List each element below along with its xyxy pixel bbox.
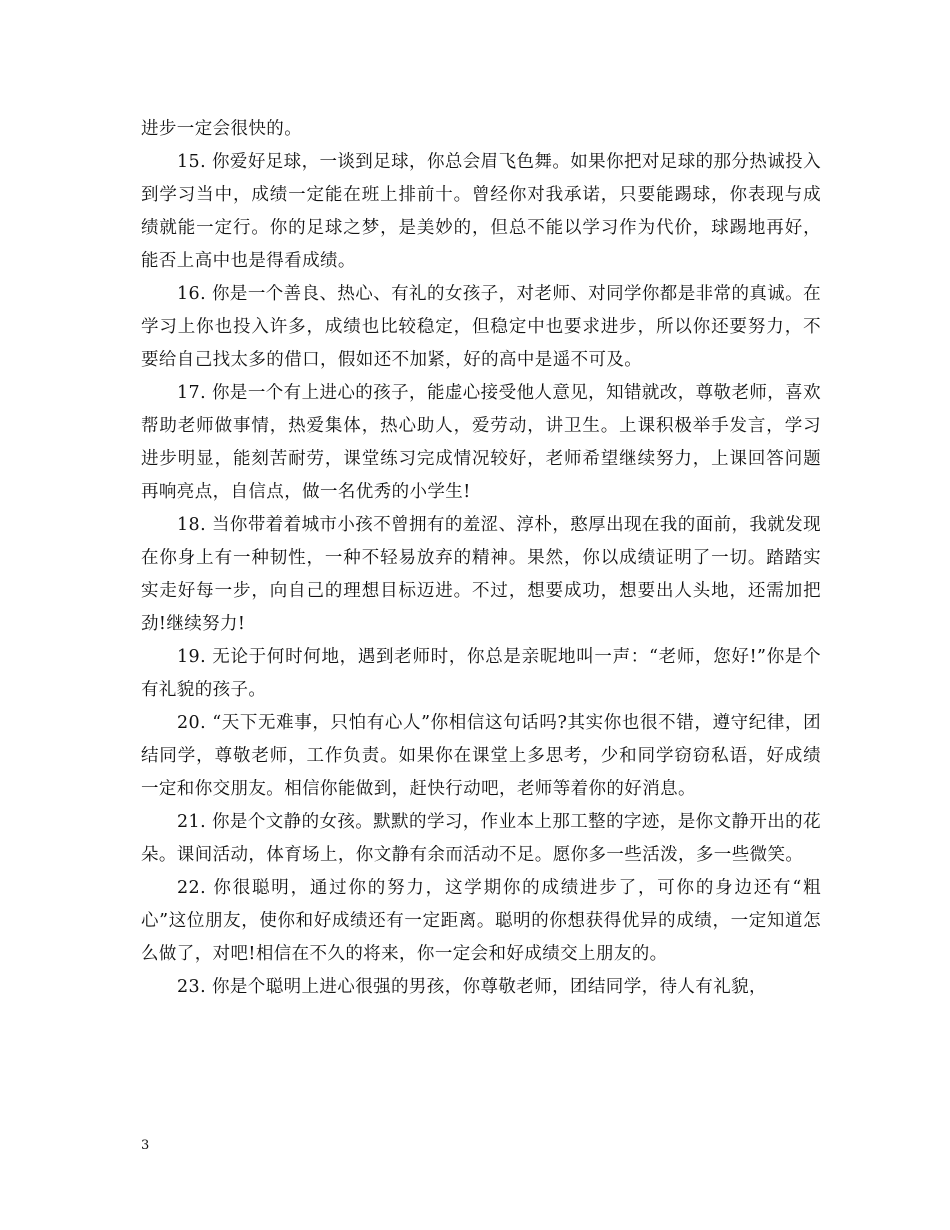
document-body — [141, 113, 821, 1004]
paragraph-17: 17. 你是一个有上进心的孩子，能虚心接受他人意见，知错就改，尊敬老师，喜欢帮助老师做事情，热爱集体，热心助人，爱劳动，讲卫生。上课积极举手发言，学习进步明显，能刻苦耐劳，课堂练习完成情况较好，老师希望继续努力，上课回答问题再响亮点，自信点，做一名优秀的小学生! — [141, 383, 821, 502]
paragraph-21: 21. 你是个文静的女孩。默默的学习，作业本上那工整的字迹，是你文静开出的花朵。课间活动，体育场上，你文静有余而活动不足。愿你多一些活泼，多一些微笑。 — [141, 812, 821, 865]
paragraph-23: 23. 你是个聪明上进心很强的男孩，你尊敬老师，团结同学，待人有礼貌， — [177, 977, 767, 997]
paragraph-19: 19. 无论于何时何地，遇到老师时，你总是亲昵地叫一声：“老师，您好!”你是个有礼貌的孩子。 — [141, 647, 821, 700]
paragraph-15: 15. 你爱好足球，一谈到足球，你总会眉飞色舞。如果你把对足球的那分热诚投入到学习当中，成绩一定能在班上排前十。曾经你对我承诺，只要能踢球，你表现与成绩就能一定行。你的足球之梦，是美妙的，但总不能以学习作为代价，球踢地再好，能否上高中也是得看成绩。 — [141, 152, 821, 271]
paragraph-16: 16. 你是一个善良、热心、有礼的女孩子，对老师、对同学你都是非常的真诚。在学习上你也投入许多，成绩也比较稳定，但稳定中也要求进步，所以你还要努力，不要给自己找太多的借口，假如还不加紧，好的高中是遥不可及。 — [141, 284, 821, 370]
paragraph-18: 18. 当你带着着城市小孩不曾拥有的羞涩、淳朴，憨厚出现在我的面前，我就发现在你身上有一种韧性，一种不轻易放弃的精神。果然，你以成绩证明了一切。踏踏实实走好每一步，向自己的理想目标迈进。不过，想要成功，想要出人头地，还需加把劲!继续努力! — [141, 515, 821, 634]
paragraph-20: 20. “天下无难事，只怕有心人”你相信这句话吗?其实你也很不错，遵守纪律，团结同学，尊敬老师，工作负责。如果你在课堂上多思考，少和同学窃窃私语，好成绩一定和你交朋友。相信你能做到，赶快行动吧，老师等着你的好消息。 — [141, 713, 821, 799]
paragraph-continuation: 进步一定会很快的。 — [141, 119, 303, 139]
paragraph-22: 22. 你很聪明，通过你的努力，这学期你的成绩进步了，可你的身边还有“粗心”这位朋友，使你和好成绩还有一定距离。聪明的你想获得优异的成绩，一定知道怎么做了，对吧!相信在不久的将来，你一定会和好成绩交上朋友的。 — [141, 878, 821, 964]
page-number: 3 — [141, 1138, 150, 1153]
